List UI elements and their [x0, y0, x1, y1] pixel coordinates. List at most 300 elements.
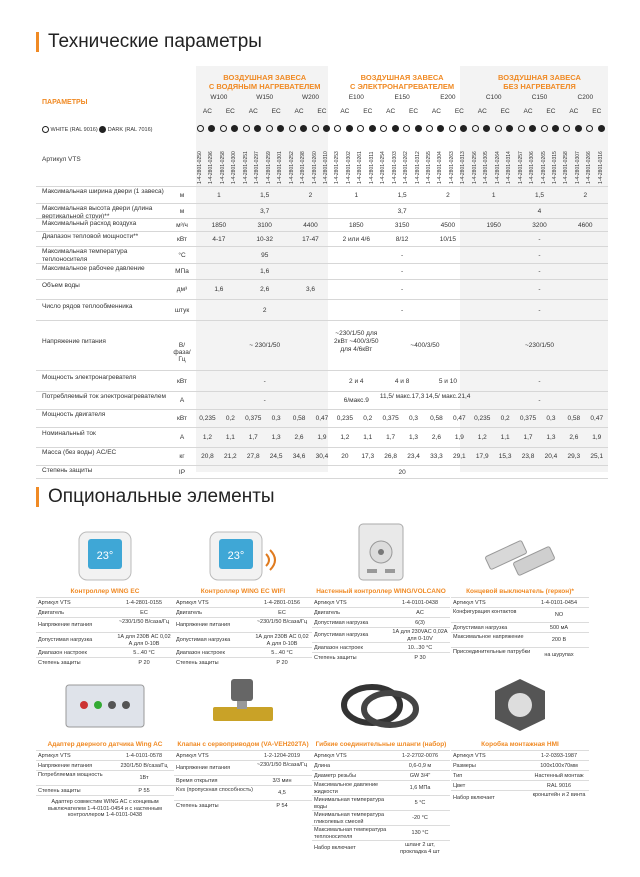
group-title [196, 73, 333, 91]
spec-value: 1,6 МПа [409, 785, 431, 792]
table-cell: 1,6 [214, 286, 224, 293]
table-row [36, 231, 608, 246]
dark-circle-icon [506, 125, 513, 132]
table-cell: - [538, 397, 541, 404]
spec-value: GW 3/4" [409, 772, 431, 779]
table-cell: 4 [537, 207, 542, 215]
table-cell: 0,375 [382, 415, 399, 422]
article-number-text: 1-4-2801-0306 [529, 151, 536, 184]
table-cell: 1,1 [363, 434, 373, 441]
spec-value: 1А для 230В АС 0,02 А для 0-10В [117, 634, 171, 647]
group-title [471, 73, 608, 91]
table-row [36, 409, 608, 427]
dark-circle-icon [529, 125, 536, 132]
spec-value: 1-4-0101-0438 [401, 599, 439, 606]
table-cell: 5 и 10 [438, 377, 457, 385]
article-number-text: 1-4-2801-0259 [265, 151, 272, 184]
white-circle-icon [472, 125, 479, 132]
spec-row [36, 597, 174, 607]
thermostat-controller-icon [36, 525, 174, 587]
article-number-text: 1-4-2801-0315 [551, 151, 558, 184]
row-label: Число рядов теплообменника [42, 302, 133, 310]
table-cell: 20 [398, 468, 406, 476]
spec-value: 5 °C [414, 800, 426, 807]
model-label: W200 [302, 94, 319, 101]
white-circle-icon [312, 125, 319, 132]
spec-value: 0,6-0,9 м [408, 762, 432, 769]
white-circle-icon [197, 125, 204, 132]
article-number [460, 138, 467, 184]
spec-key: Тип [453, 772, 463, 779]
article-number-text: 1-4-2801-0250 [197, 151, 203, 184]
spec-key: Конфигурация контактов [453, 609, 517, 615]
spec-key: Максимальное давление жидкости [314, 782, 379, 795]
spec-key: Время открытия [176, 777, 218, 784]
white-circle-icon [586, 125, 593, 132]
spec-row [174, 607, 312, 617]
article-number-text: 1-4-2801-0302 [345, 151, 352, 184]
spec-row [36, 657, 174, 667]
motor-type-label: EC [363, 108, 373, 115]
table-cell: 21,2 [224, 453, 237, 460]
spec-key: Артикул VTS [176, 752, 209, 759]
table-row [36, 427, 608, 447]
model-label: W150 [256, 94, 274, 101]
table-cell: - [401, 306, 404, 314]
spec-key: Напряжение питания [176, 622, 231, 629]
table-cell: 0,58 [430, 415, 443, 422]
table-cell: 10-32 [256, 235, 273, 243]
spec-row [312, 597, 450, 607]
spec-row [451, 622, 589, 632]
spec-key: Допустимая нагрузка [176, 637, 231, 644]
spec-key: Степень защиты [176, 659, 219, 666]
spec-key: Длина [314, 762, 331, 769]
table-cell: 1,9 [454, 434, 464, 441]
spec-value: 4,5 [278, 790, 286, 797]
spec-row [36, 770, 174, 785]
spec-value: ~230/1/50 В/саза/Гц [256, 619, 308, 625]
table-cell: 1,5 [397, 191, 407, 199]
spec-row [451, 750, 589, 760]
spec-value: 130 °C [411, 830, 429, 837]
table-cell: 1850 [349, 221, 364, 229]
article-number-text: 1-4-2801-0312 [414, 151, 421, 184]
table-cell: ~ 230/1/50 [249, 342, 281, 349]
spec-row [36, 647, 174, 657]
spec-key: Набор включает [314, 845, 356, 852]
spec-key: Набор включает [453, 795, 495, 802]
article-number [208, 138, 215, 184]
dark-circle-icon [346, 125, 353, 132]
table-row [36, 465, 608, 478]
white-circle-icon [426, 125, 433, 132]
spec-key: Двигатель [314, 609, 340, 616]
row-label: Диапазон тепловой мощности** [42, 233, 139, 240]
model-label: E100 [348, 94, 364, 101]
spec-key: Минимальная температура воды [314, 797, 384, 810]
legend-white: WHITE (RAL 9016) [50, 126, 98, 133]
spec-row [174, 647, 312, 657]
dark-circle-icon [415, 125, 422, 132]
motor-type-label: AC [340, 108, 350, 115]
table-cell: 1 [491, 191, 496, 199]
spec-key: Диапазон настроек [176, 649, 225, 656]
article-number [392, 138, 399, 184]
motor-type-label: EC [546, 108, 556, 115]
table-cell: 1,6 [260, 268, 270, 275]
table-cell: 4-17 [212, 235, 226, 243]
article-number [266, 138, 273, 184]
spec-key: Артикул VTS [176, 599, 209, 606]
spec-row [312, 780, 450, 795]
article-number [552, 138, 559, 184]
article-number-text: 1-4-2801-0261 [357, 151, 364, 184]
spec-value: RAL 9016 [546, 782, 572, 789]
spec-key: Напряжение питания [176, 765, 231, 772]
table-cell: 2 или 4/6 [342, 235, 370, 243]
table-cell: 29,1 [453, 453, 466, 460]
spec-key: Допустимая нагрузка [314, 632, 369, 639]
motor-type-label: EC [592, 108, 602, 115]
table-cell: 17,3 [361, 453, 375, 460]
table-cell: 2 и 4 [349, 377, 364, 385]
dark-circle-icon [460, 125, 467, 132]
table-cell: 1 [217, 191, 221, 199]
table-cell: 95 [261, 251, 269, 259]
table-cell: 6/макс.9 [343, 397, 369, 404]
spec-row [36, 760, 174, 770]
article-number-text: 1-4-2801-0303 [391, 151, 398, 184]
row-unit: МПа [175, 268, 189, 275]
table-cell: 1,3 [271, 434, 281, 441]
article-number [472, 138, 479, 184]
option-title: Контроллер WING EC WIFI [200, 588, 286, 595]
spec-value: 1-2-2702-0076 [401, 752, 439, 759]
spec-value: 1А для 230В АС 0,02 А для 0-10В [255, 634, 309, 647]
dark-circle-icon [437, 125, 444, 132]
table-cell: 0,47 [315, 415, 329, 422]
svg-text:23°: 23° [227, 550, 245, 562]
article-number-text: 1-4-2801-0257 [517, 151, 524, 184]
spec-row [451, 790, 589, 805]
option-card [174, 525, 312, 667]
row-label: Масса (без воды) AC/EC [42, 449, 117, 456]
row-label: Напряжение питания [42, 338, 106, 345]
spec-key: Максимальная температура теплоносителя [314, 827, 387, 840]
table-cell: 1,5 [260, 191, 270, 199]
table-cell: 1,1 [225, 434, 235, 441]
table-cell: 3200 [532, 221, 547, 229]
article-number-text: 1-4-2801-0252 [288, 151, 295, 184]
table-row [36, 370, 608, 391]
spec-key: Присоединительные патрубки [453, 649, 531, 655]
table-cell: 29,3 [567, 453, 581, 460]
table-cell: - [263, 397, 266, 404]
article-number-text: 1-4-2801-0314 [506, 151, 513, 184]
mounting-box-icon [451, 678, 589, 740]
table-cell: 1 [354, 191, 359, 199]
white-circle-icon [42, 126, 49, 133]
dark-circle-icon [277, 125, 284, 132]
table-cell: 0,47 [590, 415, 604, 422]
spec-key: Напряжение питания [38, 622, 93, 629]
spec-key: Артикул VTS [38, 599, 71, 606]
model-label: C100 [485, 94, 502, 101]
spec-value: на шурупах [544, 652, 574, 659]
row-unit: дм³ [176, 286, 188, 293]
article-number [369, 138, 376, 184]
article-number [575, 138, 582, 184]
spec-row [174, 657, 312, 667]
spec-row [451, 760, 589, 770]
spec-row [174, 775, 312, 785]
table-cell: 1,3 [546, 434, 556, 441]
table-cell: 0,3 [546, 415, 556, 422]
spec-row [312, 840, 450, 855]
table-cell: ~230/1/50 для 2кВт ~400/3/50 для 4/6кВт [334, 330, 379, 353]
table-cell: 2 [262, 306, 267, 314]
spec-key: Двигатель [38, 609, 64, 616]
wifi-controller-icon [174, 525, 312, 587]
table-cell: 8/12 [395, 235, 409, 243]
article-number [323, 138, 330, 184]
spec-row [36, 785, 174, 795]
valve-actuator-icon [174, 678, 312, 740]
section-title-tech: Технические параметры [36, 32, 262, 52]
table-cell: 14,5/ макс.21,4 [425, 393, 471, 400]
model-label: W100 [210, 94, 228, 101]
white-circle-icon [541, 125, 548, 132]
dark-circle-icon [552, 125, 559, 132]
option-title: Клапан с сервоприводом (VA-VEH202TA) [177, 741, 309, 748]
reed-switch-icon [451, 525, 589, 587]
motor-type-label: AC [477, 108, 487, 115]
option-title: Коробка монтажная HMI [481, 741, 559, 748]
row-unit: °C [178, 251, 186, 259]
spec-value: 5...40 °C [271, 649, 293, 656]
group-title-line: С ВОДЯНЫМ НАГРЕВАТЕЛЕМ [208, 82, 321, 91]
spec-key: Артикул VTS [314, 752, 347, 759]
row-unit: м [179, 191, 185, 199]
table-cell: 27,8 [246, 453, 260, 460]
table-cell: 2,6 [569, 434, 579, 441]
article-number [231, 138, 238, 184]
spec-key: Напряжение питания [38, 762, 93, 769]
spec-value: 1-4-0101-0454 [540, 599, 578, 606]
article-number-text: 1-4-2801-0258 [219, 151, 226, 184]
table-cell: 30,4 [315, 453, 329, 460]
table-cell: 1,7 [386, 434, 396, 441]
table-row [36, 246, 608, 263]
table-cell: 1,1 [500, 434, 510, 441]
article-numbers-row [196, 138, 608, 186]
table-row [36, 447, 608, 465]
article-number [495, 138, 502, 184]
spec-value: Р 20 [276, 659, 288, 666]
article-number [586, 138, 593, 184]
spec-value: 200 В [551, 637, 567, 644]
spec-row [36, 607, 174, 617]
table-cell: - [538, 251, 541, 259]
spec-value: 230/1/50 В/саза/Гц [120, 762, 168, 769]
model-label: E200 [440, 94, 456, 101]
model-label: C200 [577, 94, 594, 101]
table-row [36, 299, 608, 320]
article-number-text: 1-4-2801-0251 [242, 151, 249, 184]
spec-key: Диапазон настроек [314, 644, 363, 651]
article-label: Артикул VTS [42, 156, 81, 163]
table-cell: 20,8 [201, 453, 214, 460]
article-number-text: 1-4-2801-0307 [574, 151, 581, 184]
table-cell: 3100 [257, 221, 272, 229]
spec-row [174, 750, 312, 760]
spec-value: AC [416, 609, 424, 616]
row-unit: A [179, 434, 185, 441]
spec-row [451, 647, 589, 662]
flexible-hoses-icon [312, 678, 450, 740]
table-cell: 10/15 [439, 235, 457, 243]
table-cell: 1,3 [409, 434, 419, 441]
table-row [36, 186, 608, 203]
legend-dark: DARK (RAL 7016) [107, 126, 153, 133]
spec-value: 1-4-2801-0156 [263, 599, 301, 606]
article-number [334, 138, 341, 184]
white-circle-icon [449, 125, 456, 132]
spec-row [312, 750, 450, 760]
table-cell: 1,7 [248, 434, 258, 441]
article-number-text: 1-4-2801-0254 [380, 151, 387, 184]
spec-row [36, 632, 174, 647]
table-cell: 3,6 [305, 286, 316, 293]
spec-key: Минимальная температура гликолевых смесей [314, 812, 384, 825]
row-unit: м³/ч [176, 221, 188, 229]
row-label: Объем воды [42, 282, 80, 289]
spec-value: Р 20 [138, 659, 150, 666]
article-number [506, 138, 513, 184]
article-number [529, 138, 536, 184]
spec-row [174, 632, 312, 647]
article-number-text: 1-4-2801-0253 [334, 151, 341, 184]
spec-value: Р 30 [414, 654, 426, 661]
table-cell: 3,7 [260, 207, 270, 215]
table-cell: 1,9 [592, 434, 602, 441]
wall-controller-icon [312, 525, 450, 587]
table-cell: 34,6 [292, 453, 306, 460]
table-row [36, 279, 608, 299]
table-cell: 1,7 [523, 434, 533, 441]
article-number [346, 138, 353, 184]
table-cell: 1,2 [202, 434, 212, 441]
article-number [312, 138, 319, 184]
article-number [357, 138, 364, 184]
dark-circle-icon [208, 125, 215, 132]
spec-row [451, 607, 589, 622]
article-number [415, 138, 422, 184]
spec-value: Настенный монтаж [534, 772, 584, 779]
table-cell: 3150 [394, 221, 410, 229]
spec-value: 100x100x70мм [540, 762, 578, 769]
motor-type-label: AC [386, 108, 396, 115]
article-number [437, 138, 444, 184]
spec-value: 5...40 °C [133, 649, 155, 656]
row-label: Максимальная температура теплоносителя [42, 248, 128, 263]
table-cell: 0,2 [363, 415, 373, 422]
white-circle-icon [266, 125, 273, 132]
table-cell: - [538, 268, 541, 275]
motor-type-label: AC [294, 108, 304, 115]
article-number [277, 138, 284, 184]
motor-type-label: AC [431, 108, 441, 115]
table-cell: 2 [583, 191, 588, 199]
table-cell: 0,58 [292, 415, 306, 422]
option-title: Гибкие соединительные шланги (набор) [315, 741, 447, 748]
motor-type-label: EC [500, 108, 510, 115]
table-cell: 26,8 [384, 453, 397, 460]
spec-key: Максимальное напряжение [453, 634, 524, 640]
row-unit: IP [178, 468, 186, 476]
spec-key: Kvs (пропускная способность) [176, 787, 253, 793]
row-unit: кВт [177, 415, 187, 422]
motor-type-label: AC [523, 108, 533, 115]
table-cell: 2,6 [260, 286, 270, 293]
table-cell: 20,4 [544, 453, 558, 460]
option-card [36, 525, 174, 667]
article-number [449, 138, 456, 184]
article-number [541, 138, 548, 184]
row-unit: В/фаза/Гц [173, 342, 191, 363]
spec-value: 1-4-0101-0578 [125, 752, 163, 759]
spec-value: 1-2-1204-2019 [263, 752, 301, 759]
table-cell: 4600 [578, 221, 593, 229]
motor-type-label: EC [271, 108, 281, 115]
white-circle-icon [518, 125, 525, 132]
spec-key: Степень защиты [38, 787, 81, 794]
motor-type-label: EC [317, 108, 327, 115]
spec-row [312, 617, 450, 627]
table-cell: 2,6 [294, 434, 304, 441]
table-cell: 0,235 [336, 415, 353, 422]
article-number [426, 138, 433, 184]
spec-value: EC [278, 609, 286, 616]
spec-key: Допустимая нагрузка [453, 624, 508, 631]
spec-row [312, 770, 450, 780]
table-cell: 0,47 [453, 415, 466, 422]
spec-row [174, 760, 312, 775]
table-row [36, 391, 608, 409]
color-circles-row [196, 125, 608, 135]
spec-row [312, 607, 450, 617]
model-label: E150 [394, 94, 410, 101]
spec-row [451, 770, 589, 780]
spec-key: Допустимая нагрузка [314, 619, 369, 626]
spec-key: Размеры [453, 762, 476, 769]
spec-row [451, 632, 589, 647]
article-number-text: 1-4-2801-0313 [460, 151, 467, 184]
table-cell: - [263, 377, 266, 385]
spec-key: Двигатель [176, 609, 202, 616]
spec-row [36, 617, 174, 632]
dark-circle-icon [300, 125, 307, 132]
table-cell: 0,375 [519, 415, 537, 422]
option-card [451, 525, 589, 662]
article-number [243, 138, 250, 184]
table-cell: 0,235 [474, 415, 491, 422]
table-cell: 0,235 [199, 415, 216, 422]
table-cell: - [401, 286, 404, 293]
group-title-line: ВОЗДУШНАЯ ЗАВЕСА [498, 73, 581, 82]
motor-type-label: EC [454, 108, 464, 115]
